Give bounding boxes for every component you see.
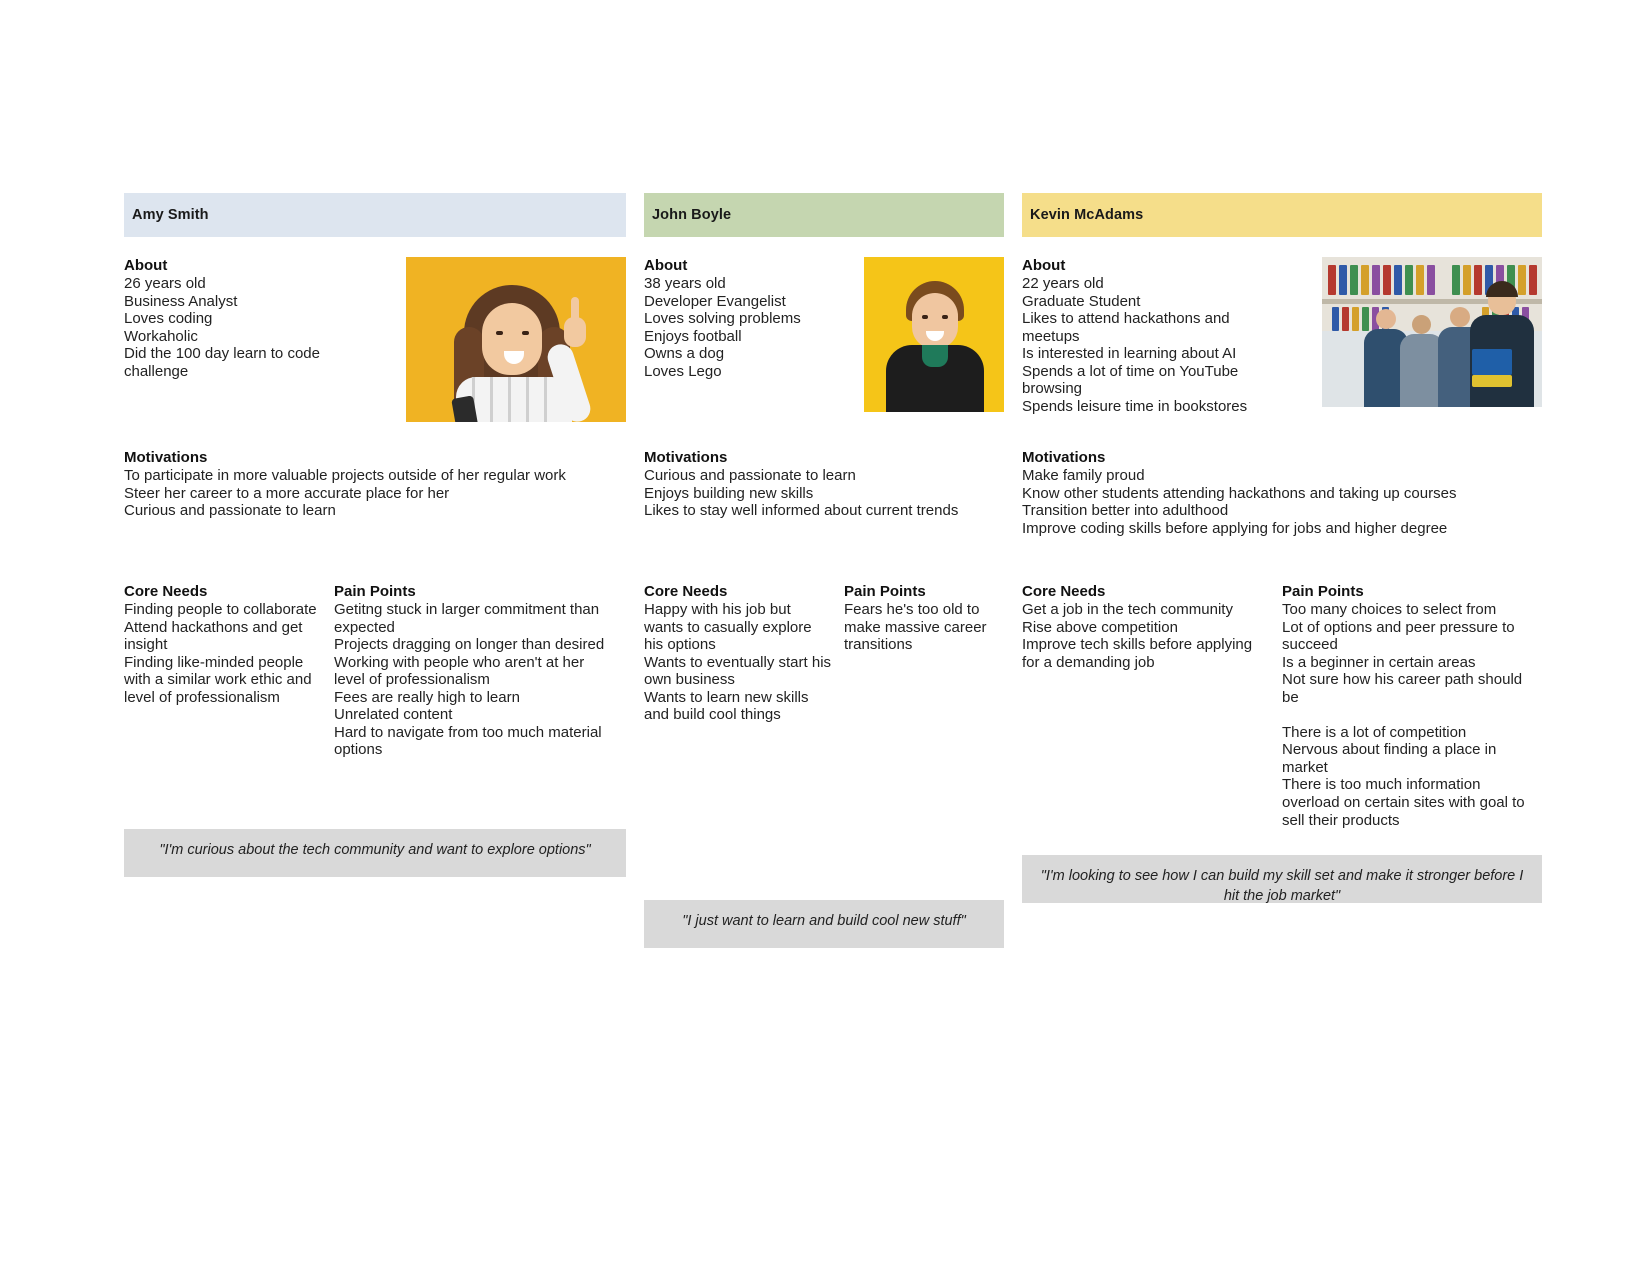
pain-points-line: Getitng stuck in larger commitment than expected [334,601,600,636]
about-line: Business Analyst [124,292,238,310]
pain-points-line: Not sure how his career path should be [1282,671,1523,706]
persona-name: Amy Smith [132,207,209,223]
about-line: Workaholic [124,327,198,345]
about-section [644,257,1004,427]
needs-and-pains-section [644,583,1004,724]
motivations-line: Curious and passionate to learn [124,502,336,520]
pain-points-line: There is too much information overload on certain sites with goal to sell their products [1282,776,1525,829]
about-line: 26 years old [124,275,206,292]
pain-points-column [334,583,619,759]
about-line: Graduate Student [1022,292,1141,310]
pain-points-line: Fears he's too old to make massive career transitions [844,601,987,654]
persona-card-amy-smith [124,193,626,877]
about-line: Loves coding [124,310,213,328]
persona-portrait-john [864,257,1004,412]
persona-quote: "I'm curious about the tech community and want to explore options" [124,829,626,877]
persona-name: Kevin McAdams [1030,207,1144,223]
pain-points-line: Unrelated content [334,706,453,724]
about-section [1022,257,1542,427]
pain-points-title: Pain Points [1282,583,1364,600]
about-line: Enjoys football [644,327,742,345]
persona-card-john-boyle [644,193,1004,948]
motivations-section [124,449,626,559]
about-section [124,257,626,427]
pain-points-column [844,583,999,724]
core-needs-line: Improve tech skills before applying for a demanding job [1022,636,1253,671]
pain-points-line: Fees are really high to learn [334,688,520,706]
core-needs-line: Attend hackathons and get insight [124,618,303,654]
about-line: Spends leisure time in bookstores [1022,397,1248,415]
core-needs-column [124,583,324,759]
about-line: 38 years old [644,275,726,292]
persona-name-bar [1022,193,1542,237]
motivations-section [1022,449,1542,559]
about-title: About [124,257,168,274]
motivations-line: Transition better into adulthood [1022,502,1229,520]
persona-card-kevin-mcadams [1022,193,1542,903]
motivations-line: To participate in more valuable projects outside of her regular work [124,467,566,484]
motivations-line: Make family proud [1022,467,1145,484]
persona-name: John Boyle [652,207,732,223]
core-needs-line: Get a job in the tech community [1022,601,1233,618]
motivations-line: Know other students attending hackathons and taking up courses [1022,484,1457,502]
about-line: Likes to attend hackathons and meetups [1022,310,1230,345]
pain-points-line: Nervous about finding a place in market [1282,741,1497,776]
pain-points-spacer [1282,706,1527,724]
core-needs-title: Core Needs [1022,583,1106,600]
pain-points-title: Pain Points [334,583,416,600]
persona-portrait-kevin [1322,257,1542,407]
core-needs-line: Happy with his job but wants to casually explore his options [644,601,812,654]
persona-quote: "I'm looking to see how I can build my skill set and make it stronger before I hit the job market" [1022,855,1542,903]
about-line: Spends a lot of time on YouTube browsing [1022,362,1239,398]
motivations-line: Steer her career to a more accurate place for her [124,484,450,502]
pain-points-column [1282,583,1527,829]
about-line: Owns a dog [644,345,725,363]
needs-and-pains-section [1022,583,1542,829]
core-needs-line: Finding like-minded people with a similar work ethic and level of professionalism [124,653,312,706]
core-needs-title: Core Needs [124,583,208,600]
pain-points-line: Lot of options and peer pressure to succeed [1282,618,1515,654]
persona-board [124,193,1544,948]
about-line: Did the 100 day learn to code challenge [124,345,320,380]
motivations-title: Motivations [1022,449,1106,466]
core-needs-column [1022,583,1272,829]
about-line: Is interested in learning about AI [1022,345,1237,363]
pain-points-title: Pain Points [844,583,926,600]
core-needs-column [644,583,834,724]
core-needs-title: Core Needs [644,583,728,600]
persona-name-bar [124,193,626,237]
pain-points-line: Is a beginner in certain areas [1282,653,1476,671]
persona-name-bar [644,193,1004,237]
about-title: About [644,257,688,274]
needs-and-pains-section [124,583,626,759]
pain-points-line: Working with people who aren't at her level of professionalism [334,653,585,689]
core-needs-line: Wants to learn new skills and build cool things [644,688,809,724]
pain-points-line: Too many choices to select from [1282,601,1497,618]
motivations-title: Motivations [124,449,208,466]
core-needs-line: Rise above competition [1022,618,1178,636]
motivations-line: Improve coding skills before applying for jobs and higher degree [1022,519,1448,537]
motivations-line: Curious and passionate to learn [644,467,856,484]
motivations-section [644,449,1004,559]
about-line: 22 years old [1022,275,1104,292]
persona-columns [124,193,1544,948]
pain-points-line: There is a lot of competition [1282,723,1467,741]
motivations-line: Likes to stay well informed about current trends [644,502,959,520]
about-line: Loves Lego [644,362,722,380]
about-line: Developer Evangelist [644,292,786,310]
motivations-line: Enjoys building new skills [644,484,814,502]
core-needs-line: Finding people to collaborate [124,601,317,618]
pain-points-line: Hard to navigate from too much material options [334,723,602,759]
about-title: About [1022,257,1066,274]
pain-points-line: Projects dragging on longer than desired [334,636,605,654]
persona-quote: "I just want to learn and build cool new stuff" [644,900,1004,948]
core-needs-line: Wants to eventually start his own business [644,653,832,689]
motivations-title: Motivations [644,449,728,466]
persona-portrait-amy [406,257,626,422]
about-line: Loves solving problems [644,310,801,328]
